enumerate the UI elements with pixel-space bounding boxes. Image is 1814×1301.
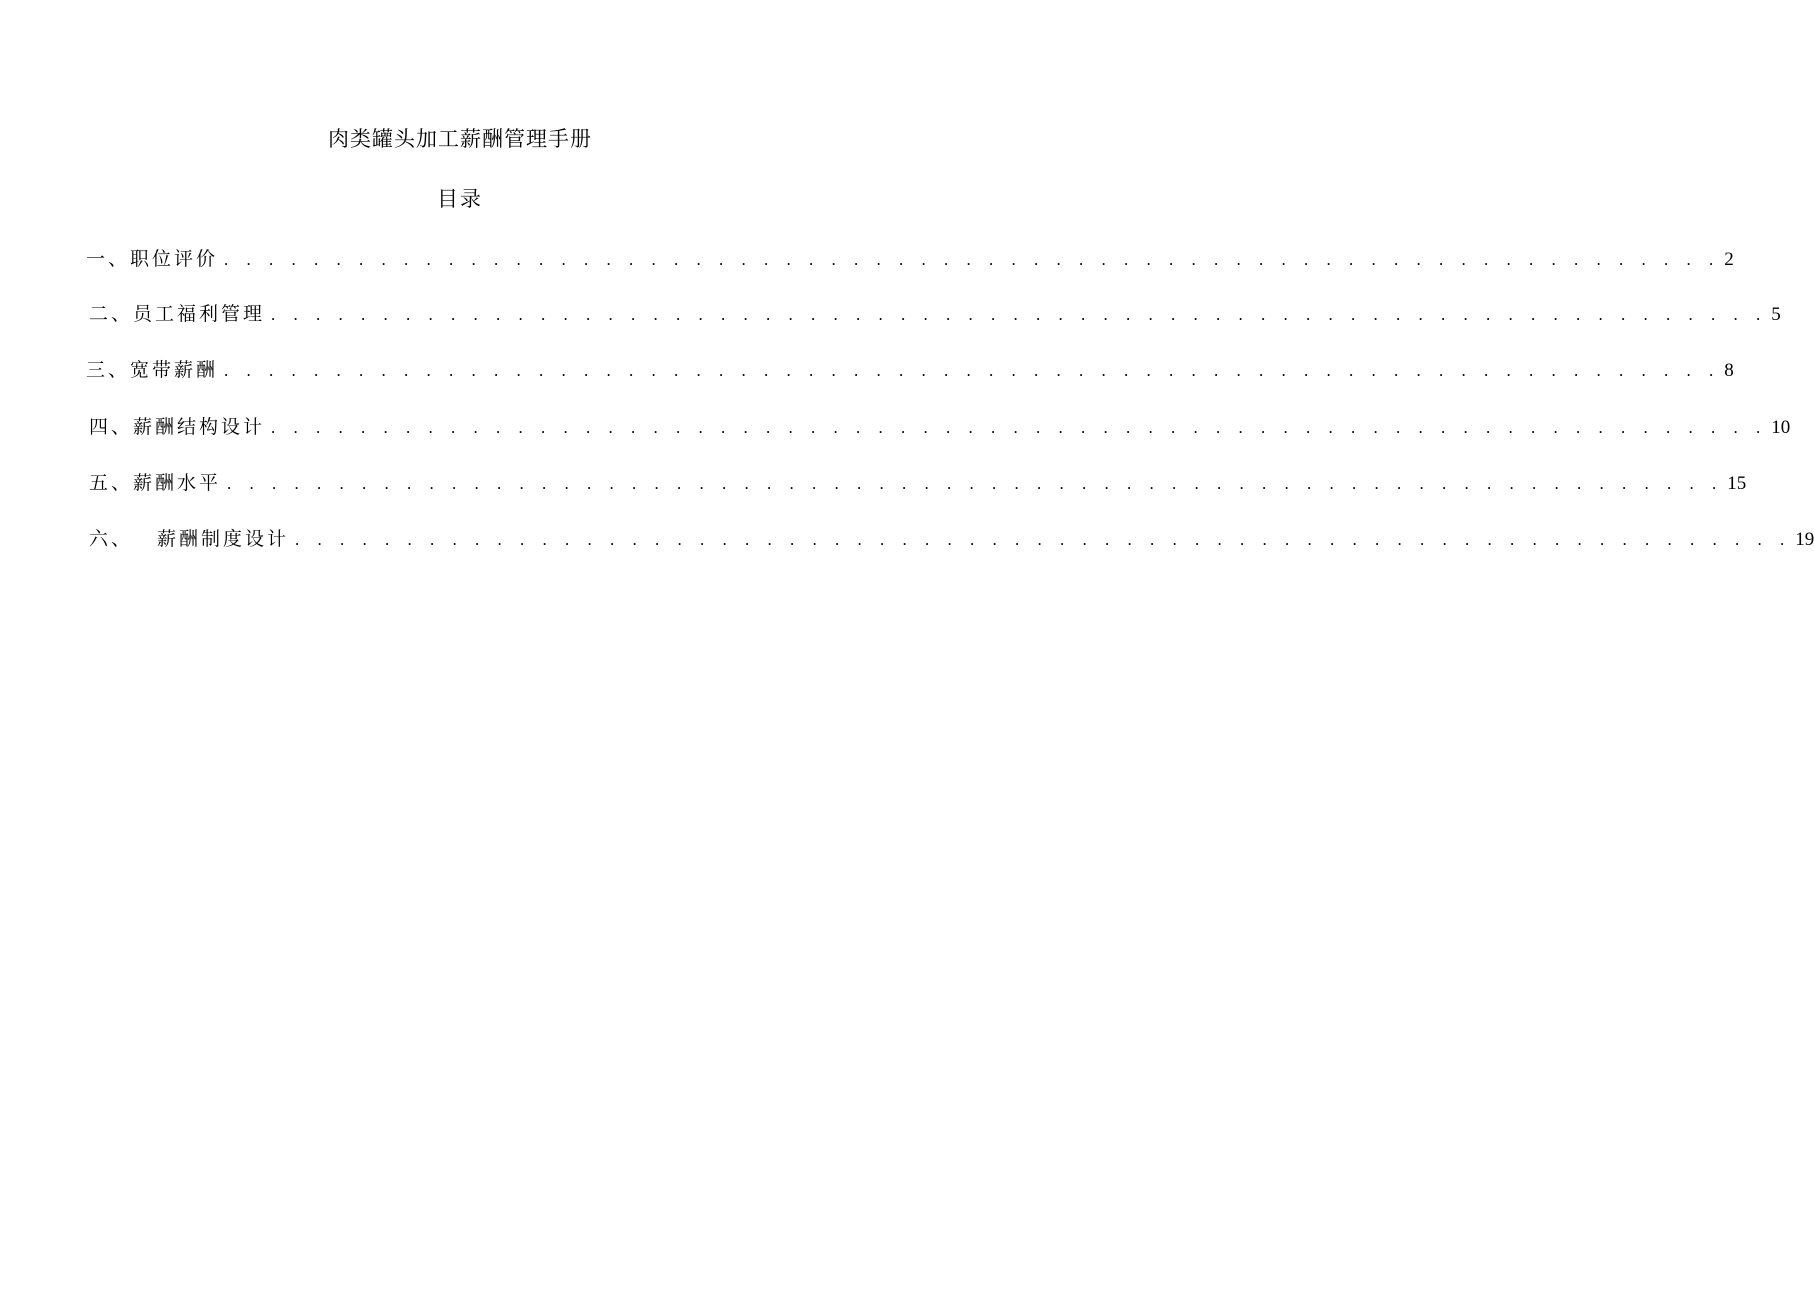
toc-entry-title: 薪酬制度设计 — [157, 528, 290, 550]
toc-entry-3[interactable] — [86, 357, 1734, 384]
toc-heading: 目录 — [437, 187, 483, 211]
toc-entry-1[interactable] — [86, 246, 1734, 273]
toc-entry-number: 四、 — [89, 416, 134, 438]
toc-entry-number: 一、 — [86, 248, 131, 270]
toc-entry-5[interactable] — [89, 470, 1747, 497]
toc-entry-title: 员工福利管理 — [133, 303, 266, 325]
document-title: 肉类罐头加工薪酬管理手册 — [328, 127, 592, 151]
toc-entry-title: 职位评价 — [130, 248, 219, 270]
toc-entry-page: 8 — [1724, 360, 1734, 381]
toc-leader-dots: . . . . . . . . . . . . . . . . . . . . . . . . . . . . . . . . . . . . . . . . . . . . . . . . . . . . . . . . . . . . . . . . . . . — [224, 250, 1721, 269]
toc-entry-title: 宽带薪酬 — [130, 359, 219, 381]
toc-entry-6[interactable] — [89, 526, 1814, 553]
toc-entry-page: 5 — [1771, 304, 1781, 325]
toc-entry-title: 薪酬结构设计 — [133, 416, 266, 438]
toc-entry-page: 15 — [1727, 473, 1747, 494]
toc-leader-dots: . . . . . . . . . . . . . . . . . . . . . . . . . . . . . . . . . . . . . . . . . . . . . . . . . . . . . . . . . . . . . . . . . . . — [295, 530, 1792, 549]
toc-leader-dots: . . . . . . . . . . . . . . . . . . . . . . . . . . . . . . . . . . . . . . . . . . . . . . . . . . . . . . . . . . . . . . . . . . . — [227, 474, 1724, 493]
toc-leader-dots: . . . . . . . . . . . . . . . . . . . . . . . . . . . . . . . . . . . . . . . . . . . . . . . . . . . . . . . . . . . . . . . . . . . — [224, 361, 1721, 380]
toc-entry-2[interactable] — [89, 301, 1781, 328]
toc-entry-4[interactable] — [89, 414, 1791, 441]
toc-leader-dots: . . . . . . . . . . . . . . . . . . . . . . . . . . . . . . . . . . . . . . . . . . . . . . . . . . . . . . . . . . . . . . . . . . . — [271, 418, 1768, 437]
toc-entry-page: 19 — [1795, 529, 1814, 550]
toc-entry-title: 薪酬水平 — [133, 472, 222, 494]
toc-entry-number: 二、 — [89, 303, 134, 325]
toc-entry-page: 10 — [1771, 417, 1791, 438]
toc-entry-number: 三、 — [86, 359, 131, 381]
toc-leader-dots: . . . . . . . . . . . . . . . . . . . . . . . . . . . . . . . . . . . . . . . . . . . . . . . . . . . . . . . . . . . . . . . . . . . — [271, 305, 1768, 324]
toc-entry-page: 2 — [1724, 249, 1734, 270]
toc-entry-number: 六、 — [89, 528, 134, 550]
toc-entry-number: 五、 — [89, 472, 134, 494]
